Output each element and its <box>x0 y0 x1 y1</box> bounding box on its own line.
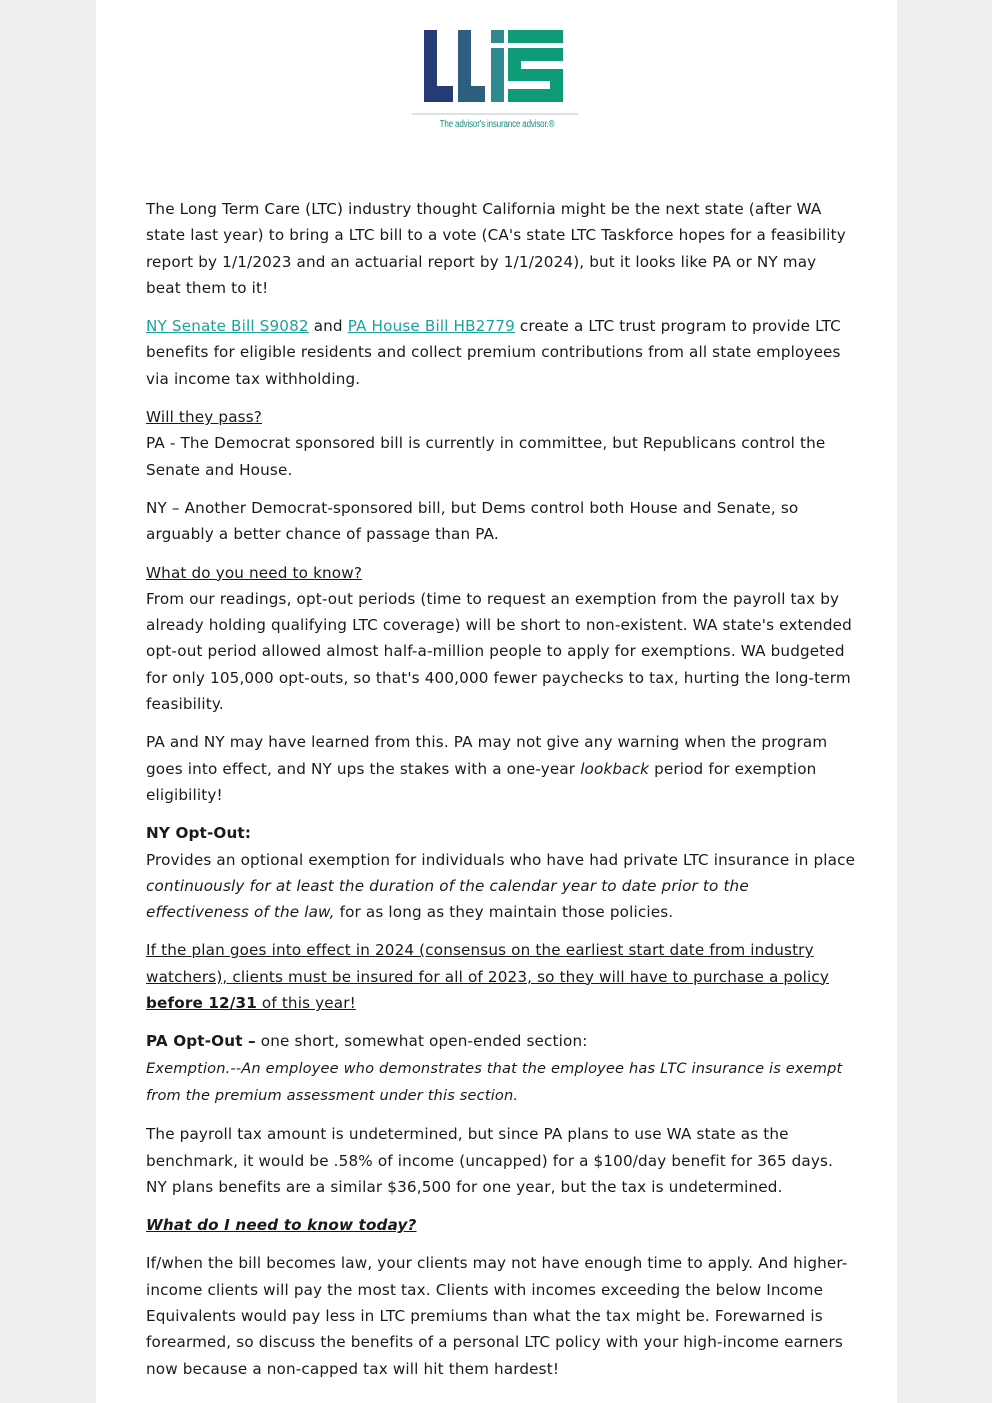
paragraph-conclusion: If/when the bill becomes law, your clients may not have enough time to apply. And higher-income clients will pay the most tax. Clients with incomes exceeding the below Income Equivalents would pay less in LTC premiums than what the tax might be. Forewarned is forearmed, so discuss the benefits of a personal LTC policy with your high-income earners now because a non-capped tax will hit them hardest! <box>146 1254 848 1378</box>
paragraph-ny-opt-out: NY Opt-Out: Provides an optional exemption for individuals who have had private LTC insurance in place continuously for at least the duration of the calendar year to date prior to the effectiveness of the law, for as long as they maintain those policies. <box>146 824 856 922</box>
paragraph-lookback: PA and NY may have learned from this. PA may not give any warning when the program goes into effect, and NY ups the stakes with a one-year lookback period for exemption eligibility! <box>146 733 828 804</box>
paragraph-bills: NY Senate Bill S9082 and PA House Bill HB2779 create a LTC trust program to provide LTC benefits for eligible residents and collect premium contributions from all state employees via income tax withholding. <box>146 317 841 388</box>
paragraph-what-to-know: What do you need to know? From our readings, opt-out periods (time to request an exemption from the payroll tax by already holding qualifying LTC coverage) will be short to non-existent. WA state's extended opt-out period allowed almost half-a-million people to apply for exemptions. WA budgeted for only 105,000 opt-outs, so that's 400,000 fewer paychecks to tax, hurting the long-term feasibility. <box>146 563 852 714</box>
section-heading-pa-opt-out: PA Opt-Out – <box>146 1032 256 1051</box>
section-heading-today: What do I need to know today? <box>146 1216 417 1235</box>
section-heading-ny-opt-out: NY Opt-Out: <box>146 824 252 843</box>
llis-logo <box>412 28 582 134</box>
pa-house-bill-link[interactable]: PA House Bill HB2779 <box>347 317 515 336</box>
paragraph-will-they-pass: Will they pass? PA - The Democrat sponsored bill is currently in committee, but Republicans control the Senate and House. <box>146 408 826 479</box>
llis-logo-mark <box>412 28 582 120</box>
paragraph-intro: The Long Term Care (LTC) industry thought California might be the next state (after WA state last year) to bring a LTC bill to a vote (CA's state LTC Taskforce hopes for a feasibility report by 1/1/2023 and an actuarial report by 1/1/2024), but it looks like PA or NY may beat them to it! <box>146 200 846 297</box>
section-heading-what-to-know: What do you need to know? <box>146 563 363 582</box>
paragraph-payroll-tax: The payroll tax amount is undetermined, but since PA plans to use WA state as the benchmark, it would be .58% of income (uncapped) for a $100/day benefit for 365 days. NY plans benefits are a similar $36,500 for one year, but the tax is undetermined. <box>146 1125 834 1196</box>
logo-tagline: The advisor's insurance advisor.® <box>439 119 555 130</box>
ny-senate-bill-link[interactable]: NY Senate Bill S9082 <box>146 317 309 336</box>
document-page <box>96 0 897 1403</box>
section-heading-will-they-pass: Will they pass? <box>146 408 262 427</box>
article-body <box>146 196 856 1394</box>
paragraph-deadline: If the plan goes into effect in 2024 (consensus on the earliest start date from industry watchers), clients must be insured for all of 2023, so they will have to purchase a policy before 12/31 of this year! <box>146 941 830 1013</box>
paragraph-ny-chance: NY – Another Democrat-sponsored bill, but Dems control both House and Senate, so arguably a better chance of passage than PA. <box>146 498 799 544</box>
paragraph-pa-opt-out: PA Opt-Out – one short, somewhat open-ended section: Exemption.--An employee who demonstrates that the employee has LTC insurance is exempt from the premium assessment under this section. <box>146 1032 843 1104</box>
